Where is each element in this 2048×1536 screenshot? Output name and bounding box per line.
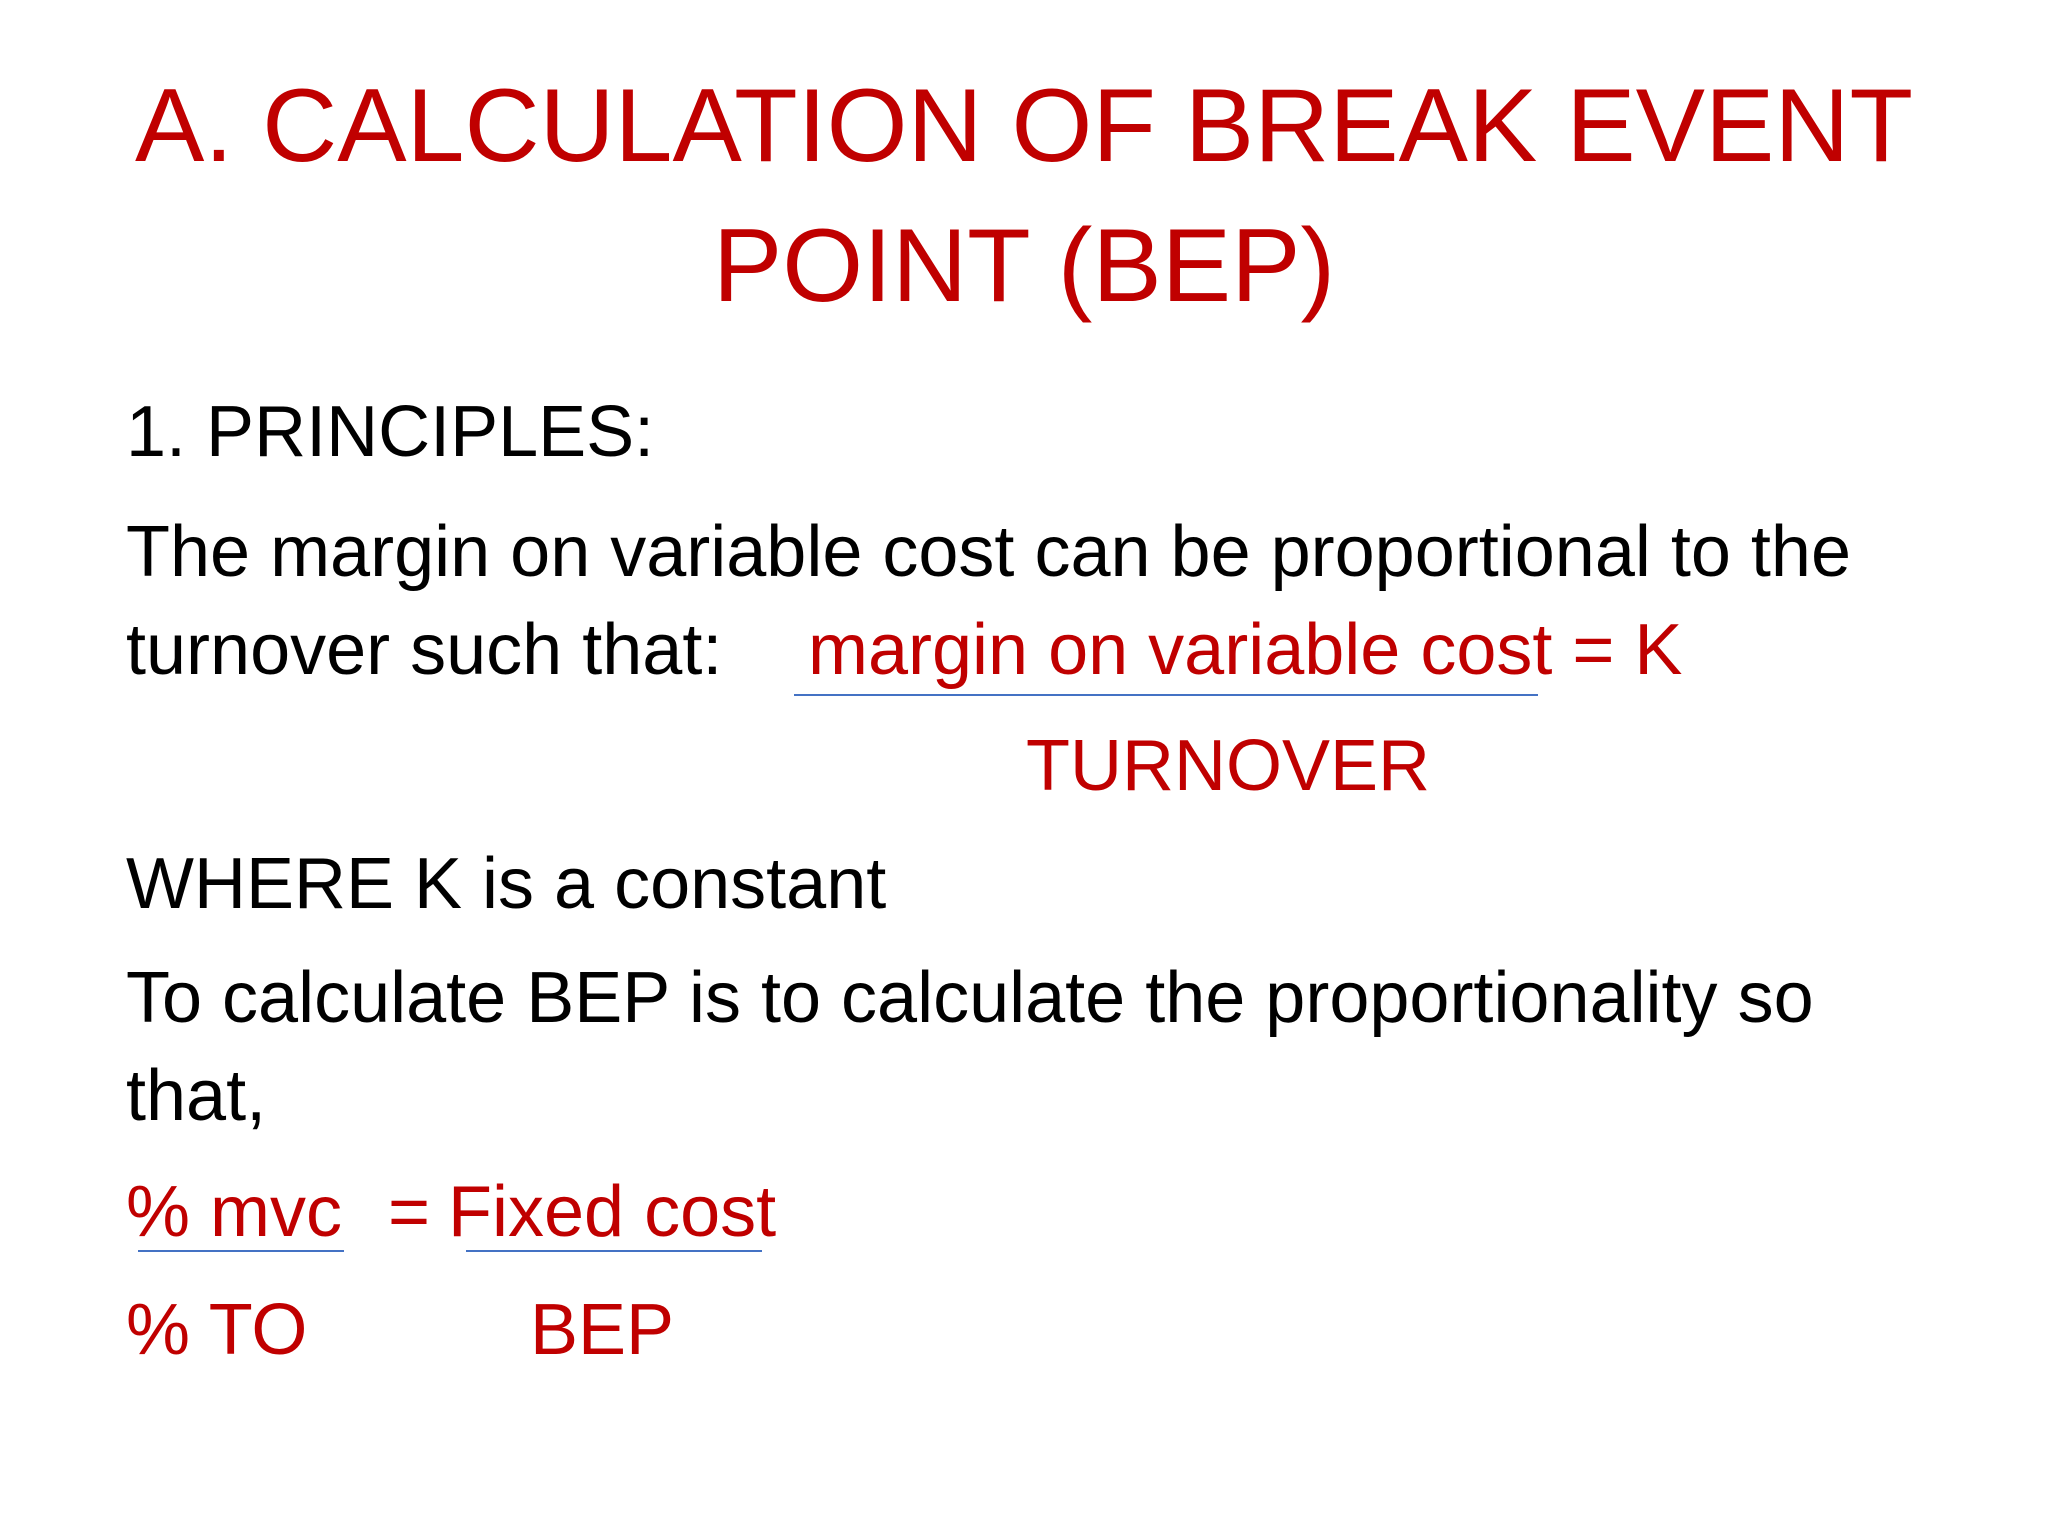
paragraph-2-line-2: that, xyxy=(126,1056,267,1136)
formula-2-left-denominator: % TO xyxy=(126,1290,308,1370)
slide-title-line-1: A. CALCULATION OF BREAK EVENT xyxy=(134,68,1913,184)
paragraph-1-line-1: The margin on variable cost can be proportional to the xyxy=(126,512,1852,592)
formula-2-right-denominator: BEP xyxy=(530,1290,675,1370)
section-heading: 1. PRINCIPLES: xyxy=(126,392,655,472)
formula-2-left-fraction-rule xyxy=(138,1250,344,1252)
paragraph-2-line-1: To calculate BEP is to calculate the proportionality so xyxy=(126,958,1814,1038)
formula-2-right-numerator: Fixed cost xyxy=(448,1172,777,1252)
slide-title-line-2: POINT (BEP) xyxy=(712,208,1336,324)
formula-2-right-fraction-rule xyxy=(466,1250,762,1252)
formula-2-left-numerator: % mvc xyxy=(126,1172,342,1252)
formula-1-denominator: TURNOVER xyxy=(1026,726,1431,806)
paragraph-1-line-2: turnover such that: xyxy=(126,610,723,690)
formula-1-numerator: margin on variable cost = K xyxy=(808,610,1683,690)
formula-2-equals-sign: = xyxy=(388,1172,431,1252)
where-statement: WHERE K is a constant xyxy=(126,844,887,924)
formula-1-fraction-rule xyxy=(794,694,1538,696)
